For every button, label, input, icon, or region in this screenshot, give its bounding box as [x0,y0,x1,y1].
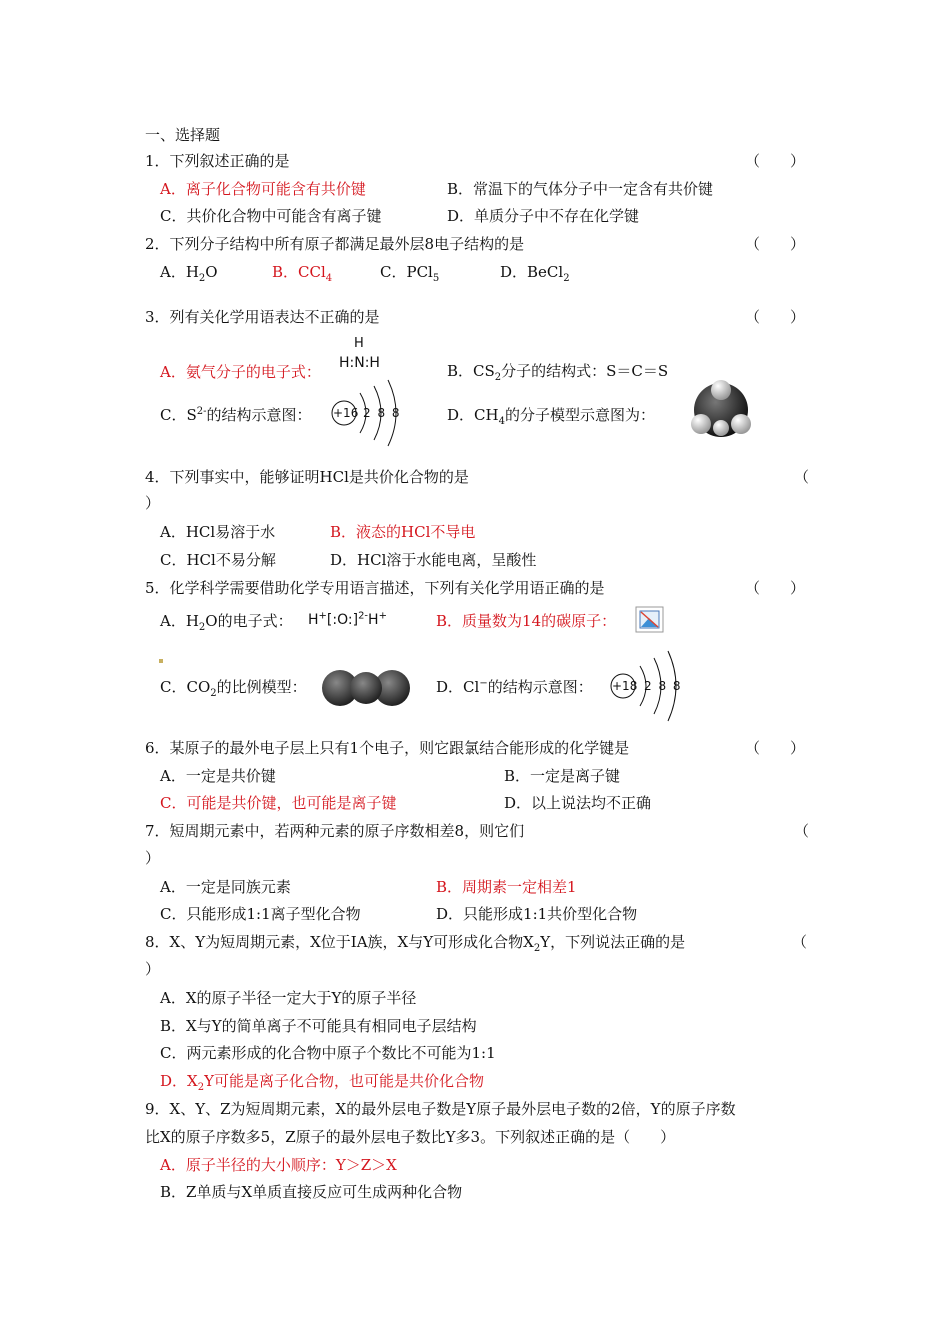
q8-option-c: C．两元素形成的化合物中原子个数比不可能为1:1 [160,1044,496,1062]
q8-option-d: D．$X_2Y$可能是离子化合物，也可能是共价化合物 [160,1072,484,1093]
cl-ion-structure-diagram [608,648,690,724]
q6-stem: 6．某原子的最外电子层上只有1个电子，则它跟氯结合能形成的化学键是 [145,739,630,757]
stray-mark [159,659,163,663]
nh3-electron-formula: H:N:H [339,355,380,371]
q7-option-a: A．一定是同族元素 [160,878,291,896]
h2o-electron-formula: H+[:O:]$^{2-}$H+ [308,610,387,628]
q3-bracket: （ ） [745,308,806,326]
q4-bracket-close: ） [145,494,161,512]
q8-bracket-close: ） [145,960,161,978]
section-title: 一、选择题 [145,126,221,144]
q5-option-d: D．Cl−的结构示意图： [436,678,593,696]
q1-option-c: C．共价化合物中可能含有离子键 [160,207,382,225]
q4-option-b: B．液态的HCl不导电 [330,523,476,541]
s-nucleus-label: +16 [333,406,359,420]
q3-stem: 3．列有关化学用语表达不正确的是 [145,308,380,326]
cl-nucleus-label: +18 [612,679,638,693]
q5-option-b: B．质量数为14的碳原子： [436,612,617,630]
q9-stem-line2: 比X的原子序数多5，Z原子的最外层电子数比Y多3。下列叙述正确的是（ ） [145,1128,676,1146]
q3-option-a: A．氨气分子的电子式： [160,363,321,381]
q2-option-a: A．$H_2O$ [160,263,218,284]
q5-option-c: C．$CO_2$的比例模型： [160,678,307,699]
q1-option-d: D．单质分子中不存在化学键 [447,207,640,225]
q1-bracket: （ ） [745,152,806,170]
q6-option-a: A．一定是共价键 [160,767,276,785]
q1-option-b: B．常温下的气体分子中一定含有共价键 [447,180,714,198]
q2-stem: 2．下列分子结构中所有原子都满足最外层8电子结构的是 [145,235,525,253]
q1-stem: 1．下列叙述正确的是 [145,152,290,170]
q4-stem: 4．下列事实中，能够证明HCl是共价化合物的是 [145,468,469,486]
q9-option-a: A．原子半径的大小顺序：Y＞Z＞X [160,1156,397,1174]
q9-stem-line1: 9．X、Y、Z为短周期元素，X的最外层电子数是Y原子最外层电子数的2倍，Y的原子序数 [145,1100,736,1118]
q3-option-b: B．$CS_2$分子的结构式：S＝C＝S [447,362,669,383]
q2-bracket: （ ） [745,235,806,253]
q4-option-d: D．HCl溶于水能电离，呈酸性 [330,551,537,569]
s-shells-label: 2 8 8 [363,406,400,420]
q8-bracket-open: （ [792,933,808,951]
q2-option-b: B．CCl$_4$ [272,263,333,284]
nh3-top-h: H [354,336,364,351]
q9-option-b: B．Z单质与X单质直接反应可生成两种化合物 [160,1183,463,1201]
q3-option-c: C．$S^{2-}$的结构示意图： [160,406,312,424]
q6-option-b: B．一定是离子键 [504,767,621,785]
q6-bracket: （ ） [745,739,806,757]
q6-option-c: C．可能是共价键，也可能是离子键 [160,794,397,812]
q5-bracket: （ ） [745,579,806,597]
q2-option-d: D．BeCl$_2$ [500,263,570,284]
q6-option-d: D．以上说法均不正确 [504,794,652,812]
q4-option-c: C．HCl不易分解 [160,551,276,569]
co2-ratio-model-image [320,668,412,708]
q4-option-a: A．HCl易溶于水 [160,523,276,541]
q8-option-a: A．X的原子半径一定大于Y的原子半径 [160,989,417,1007]
q3-option-d: D．$CH_4$的分子模型示意图为： [447,406,655,427]
s-ion-structure-diagram [330,378,410,450]
q7-bracket-open: （ [794,822,810,840]
q5-option-a: A．$H_2O$的电子式： [160,612,293,633]
q2-option-c: C．PCl$_5$ [380,263,440,284]
cl-shells-label: 2 8 8 [644,679,681,693]
q5-stem: 5．化学科学需要借助化学专用语言描述，下列有关化学用语正确的是 [145,579,605,597]
ch4-model-image [685,376,757,442]
q4-bracket-open: （ [794,468,810,486]
q7-bracket-close: ） [145,849,161,867]
q7-option-c: C．只能形成1:1离子型化合物 [160,905,361,923]
broken-image-icon [635,606,665,634]
q8-stem: 8．X、Y为短周期元素，X位于IA族，X与Y可形成化合物$X_2Y$，下列说法正确的是 [145,933,686,954]
q7-option-b: B．周期素一定相差1 [436,878,577,896]
q7-stem: 7．短周期元素中，若两种元素的原子序数相差8，则它们 [145,822,525,840]
q8-option-b: B．X与Y的简单离子不可能具有相同电子层结构 [160,1017,477,1035]
q7-option-d: D．只能形成1:1共价型化合物 [436,905,638,923]
q1-option-a: A．离子化合物可能含有共价键 [160,180,366,198]
